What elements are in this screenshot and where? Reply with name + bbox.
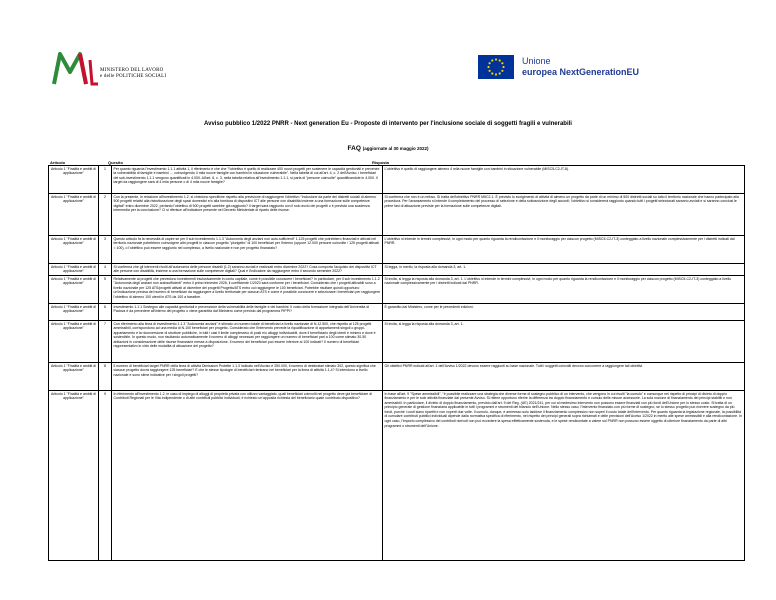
- row-number-cell: 6: [99, 304, 112, 321]
- row-question-cell: Il numero di beneficiari target PNRR della linea di attività Dimissioni Protette 1.1.3 indicato nell'Avviso è 250.000, il numero di destinatari stimato 302, questo significa che ciascun progetto dovrà raggiungere 125 beneficiari? E che le stesse tipologie di beneficiari rientrano nei beneficiari per la linea di attività 1.1.4? Si intendono a livello nazionale e sono stime indicative per i singoli progetti?: [112, 363, 383, 391]
- row-answer-cell: L'obiettivo si intende in termini complessivi, in ogni modo per quanto riguarda la rendicontazione e il monitoraggio per ciascun progetto (MISC5-C2-IT-3) conteggiato a livello nazionale complessivamente per i distretti indicati dal PNRR.: [383, 236, 745, 264]
- row-question-cell: Relativamente ai progetti che prevedono investimenti esclusivamente in conto capitale, come è possibile conoscere i beneficiari? In particolare, per il sub investimento 1.1.2 "Autonomia degli anziani non autosufficienti" entro il primo trimestre 2026, il coefficiente 1/2023 sarà conforme per i beneficiari. Considerato che i progetti attivabili sono a livello nazionale per 125 ATS/progetti attivati al dicembre dei progetti Progetto/ATS entro cui raggiungere le 100 beneficiari. Potrebbe risultare quindi opportuno un'indicazione precisa del numero di beneficiari da raggiungere a livello territoriale per ciascun ATS e come è possibile conoscere e selezionare i beneficiari per raggiungere l'obiettivo di almeno 100 utenti in ATS da 100 a baseline.: [112, 276, 383, 304]
- column-header-answer: Risposta: [372, 160, 389, 165]
- faq-table-body: [49, 166, 745, 561]
- row-article-cell: Articolo 1 "Finalità e ambiti di applicazione": [49, 194, 99, 236]
- row-number-cell: 4: [99, 264, 112, 276]
- row-answer-cell: È garantito dal Ministero, come per le precedenti edizioni.: [383, 304, 745, 321]
- row-question-cell: Per quanto riguarda l'investimento 1.1.1 attività 1, il riferimento è che che "l'obiettivo è quello di realizzare 400 nuovi progetti per sostenere le capacità genitoriali e prevenire la vulnerabilità di famiglie e bambini … coinvolgendo 4 mila nuove famiglie con bambini in situazione vulnerabile". Nella tabella di cui all'art. 4, c. 2 dell'Avviso, i beneficiari del sub-investimento 1.1.1 vengono quantificati in 4.000. All'art. 6, c. 3, nella tabella relativa all'investimento 1.1.1, si parla di "persone coinvolte" quantificandole in 4.000. Il target da raggiungere sarà di 4 mila persone o di 4 mila nuove famiglie?: [112, 166, 383, 194]
- row-question-cell: Questo articolo fa la necessità di capire se per il sub investimento 1.1.3 "Autonomia degli anziani non auto-sufficienti" 1.125 progetti che potrebbero finanziati e attivati nel territorio nazionale potrebbero coinvolgere altri progetti in ciascun progetto "plurigetto" di 100 beneficiari per l'interno (oppure 12.000 persone coinvolte / 125 progetti attivati = 100), o l'obiettivo può essere raggiunto nel complesso, a livello nazionale e non per progetto finanziato?: [112, 236, 383, 264]
- row-answer-cell: Gli obiettivi PNRR indicati all'art. 1 dell'Avviso 1/2022 devono essere raggiunti su base nazionale. Tutti i soggetti coinvolti devono concorrere a raggiungere tali obiettivi.: [383, 363, 745, 391]
- ministry-name: [100, 68, 166, 80]
- faq-title: FAQ: [347, 145, 361, 152]
- row-article-cell: Articolo 1 "Finalità e ambiti di applicazione": [49, 391, 99, 561]
- row-answer-cell: Si conferma che non è un refuso. Si tratta dell'obiettivo PNRR M5C2-1. È previsto lo svolgimento di attività di almeno un progetto da parte di un minimo di 500 distretti sociali su tutto il territorio nazionale che hanno partecipato alla procedura. Per l'avanzamento si intende il completamento del processo di selezione e della sottoscrizione degli accordi; l'obiettivo si considererà raggiunto quando tutti i progetti selezionati saranno avviati e si saranno conclusi le prime fasi di attuazione previste per la formazione sulle competenze digitali.: [383, 194, 745, 236]
- row-answer-cell: Si legga, in merito, la risposta alla domanda 3, art. 1.: [383, 264, 745, 276]
- row-article-cell: Articolo 1 "Finalità e ambiti di applicazione": [49, 166, 99, 194]
- ministry-line2: e delle POLITICHE SOCIALI: [100, 74, 167, 79]
- row-number-cell: 8: [99, 363, 112, 391]
- eu-line1: Unione: [522, 56, 551, 66]
- row-article-cell: Articolo 1 "Finalità e ambiti di applicazione": [49, 363, 99, 391]
- eu-line2: europea NextGenerationEU: [522, 67, 640, 77]
- faq-heading: [0, 145, 776, 152]
- row-number-cell: 5: [99, 276, 112, 304]
- row-article-cell: Articolo 1 "Finalità e ambiti di applicazione": [49, 321, 99, 363]
- table-row: [49, 321, 745, 363]
- row-article-cell: Articolo 1 "Finalità e ambiti di applicazione": [49, 276, 99, 304]
- row-article-cell: Articolo 1 "Finalità e ambiti di applicazione": [49, 304, 99, 321]
- row-answer-cell: L'obiettivo è quello di raggiungere almeno 4 mila nuove famiglie con bambini in situazione vulnerabile (MISC5-C2-IT-8).: [383, 166, 745, 194]
- row-answer-cell: Si invita, si legga la risposta alla domanda 3, art. 1.: [383, 321, 745, 363]
- row-number-cell: 2: [99, 194, 112, 236]
- table-row: [49, 236, 745, 264]
- column-header-question: Quesito: [108, 160, 123, 165]
- ministry-emblem-icon: [52, 50, 98, 86]
- table-row: [49, 166, 745, 194]
- row-number-cell: 1: [99, 166, 112, 194]
- eu-flag-icon: [478, 55, 514, 79]
- row-question-cell: Si conferma che gli interventi rivolti all'autonomia delle persone disabili (1.2) saranno avviati e realizzati entro dicembre 2022? Cosa comporta l'acquisto dei dispositivi ICT alle persone con disabilità, insieme a una formazione sulle competenze digitali? Qual è l'indicatore da raggiungere entro il secondo semestre 2022?: [112, 264, 383, 276]
- eu-logo: [478, 55, 698, 85]
- ministry-line1: MINISTERO DEL LAVORO: [100, 68, 164, 73]
- row-answer-cell: In base all'art. 9 "Spese ammissibili", "è possibile realizzare una strategia che diverse forme di sostegno pubblico di un intervento, che vengono in cui risulti "la cumulo" e comunque nel rispetto di principi di divieto di doppio finanziamento e per le sole attività finanziate dal presente Avviso. Si ritiene opportuno riferire la differenza tra doppio finanziamento e cumulo delle misure accessorie. La sola nozione di finanziamento dei principi stabiliti e non ammissibili. In particolare, il divieto di doppio finanziamento, previsto dall'art. 9 del Reg. (UE) 2021/241, per cui al medesimo intervento non possono essere finanziati con più fondi dell'Unione per lo stesso costo. Si tratta di un principio generale di gestione finanziaria applicabile in tutti i programmi e strumenti del bilancio dell'Unione. Nello stesso caso, l'intervento finanziato con più forme di sostegno, se lo stesso progetto può ricevere sostegno da più fondi, purché i costi siano ripartiti e non coperti due volte. Il cumulo, dunque, è ammesso solo laddove il finanziamento complessivo non superi il costo totale dell'intervento. Per quanto riguarda la legislazione regionale, la possibilità di cumulare contributi pubblici individuali dipende dalla normativa specifica di riferimento, nel rispetto dei principi generali sopra richiamati e delle previsioni dell'Avviso 1/2022 in merito alle spese ammissibili e alla rendicontazione. In ogni caso, l'importo complessivo dei contributi ricevuti non può eccedere la spesa effettivamente sostenuta, e le spese rendicontate a valere sul PNRR non possono essere oggetto di ulteriore finanziamento da parte di altri programmi o strumenti dell'Unione.: [383, 391, 745, 561]
- row-number-cell: 9: [99, 391, 112, 561]
- table-row: [49, 363, 745, 391]
- table-row: [49, 276, 745, 304]
- faq-table: [48, 165, 745, 561]
- table-row: [49, 304, 745, 321]
- row-question-cell: Con la presente, in relazione all'investimento 1.2, si chiedono specifiche rispetto alla previsione di raggiungere l'obiettivo "Inclusione da parte dei distretti sociali di almeno 500 progetti relativi alla ristrutturazione degli spazi domestici e/o alla fornitura di dispositivi ICT alle persone con disabilità insieme a una formazione sulle competenze digitali" entro dicembre 2022, pertanto l'obiettivo di 500 progetti sarebbe già raggiunto? Il target sarà raggiunto con il solo avvio dei progetti o è prevista una scadenza intermedia per la conclusione? Ci si riferisce all'indicatore presente nel Decreto Ministeriale di riparto delle risorse.: [112, 194, 383, 236]
- row-article-cell: Articolo 1 "Finalità e ambiti di applicazione": [49, 264, 99, 276]
- row-article-cell: Articolo 1 "Finalità e ambiti di applicazione": [49, 236, 99, 264]
- row-question-cell: Con riferimento alla linea di investimento 1.1.3 "Autonomia anziani" è stimato un numero totale di beneficiari a livello nazionale di N.12.500, che rispetto ai 125 progetti ammissibili, corrispondono ad una media di N.100 beneficiari per progetto. Considerato che l'intervento prevede la riqualificazione di appartamenti singoli o gruppi-appartamento e la riconversione di strutture pubbliche, in tutti i casi il limite complessivo di posti e/o alloggi individuabili, dove il beneficiario degli utenti è minimo e dove è sostenibile. In questo modo, non risultando automaticamente il numero di alloggi necessari per raggiungere un numero di beneficiari pari a 100 come stimato 30-50 abitazioni in considerazione delle risorse finanziarie messe a disposizione. Il numero dei beneficiari può essere inferiore ai 100 indicati? Il numero di beneficiari rappresentativo in virtù delle modalità di attuazione del progetto?: [112, 321, 383, 363]
- faq-subtitle: (aggiornate al 30 maggio 2022): [362, 146, 429, 151]
- document-title: Avviso pubblico 1/2022 PNRR - Next generation Eu - Proposte di intervento per l'inclusione sociale di soggetti fragili e vulnerabili: [204, 121, 572, 127]
- row-question-cell: Investimento 1.1.1 Sostegno alle capacità genitoriali e prevenzione della vulnerabilità delle famiglie e dei bambini. Il costo della formazione integrata dell'Università di Padova è da prevedere all'interno del progetto o viene garantita dal Ministero come previsto dal programma PIPPI?: [112, 304, 383, 321]
- row-number-cell: 3: [99, 236, 112, 264]
- eu-label: [522, 56, 639, 78]
- table-row: [49, 264, 745, 276]
- column-header-article: Articolo: [50, 160, 66, 165]
- table-row: [49, 194, 745, 236]
- row-question-cell: In riferimento all'investimento 1.2, in caso di impiego di alloggi di proprietà privata con utilizzo vantaggiato, quali beneficiari coinvolti nel progetto deve già beneficiare di Contributi Regionali per le Vita Indipendente o di altri contributi pubblici individuali, è richiesto un'apposita richiesta del beneficiario quale contributo dispositivo?: [112, 391, 383, 561]
- table-row: [49, 391, 745, 561]
- row-number-cell: 7: [99, 321, 112, 363]
- row-answer-cell: Si invita, si legga la risposta alla domanda 3, art. 1. L'obiettivo si intende in termini complessivi, in ogni modo per quanto riguarda la rendicontazione e il monitoraggio per ciascun progetto (MISC5-C2-IT-3) conteggiato a livello nazionale complessivamente per i distretti indicati dal PNRR.: [383, 276, 745, 304]
